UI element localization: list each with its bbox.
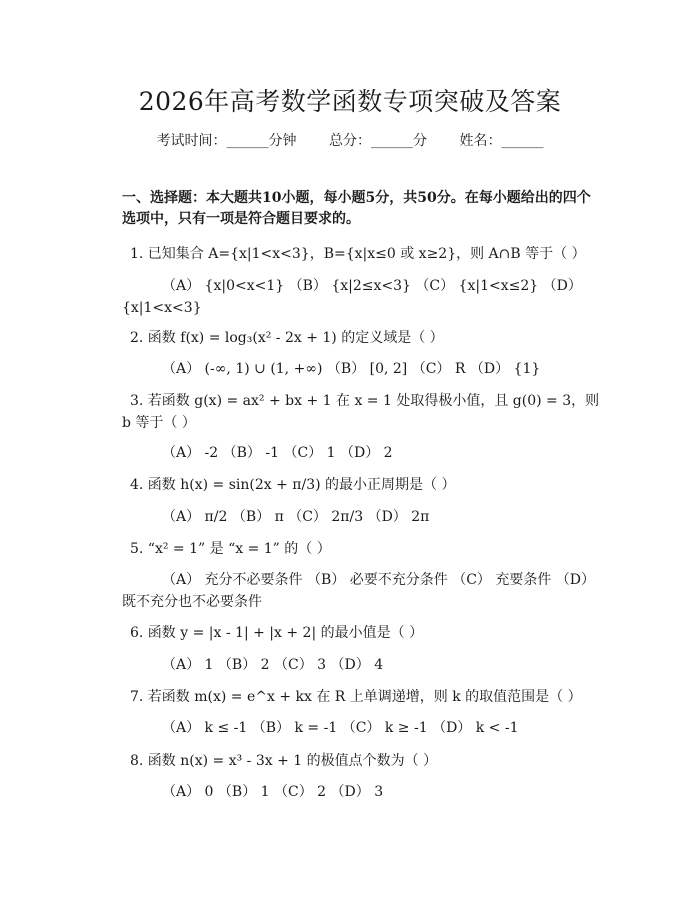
student-name-field: 姓名：______ [459,133,544,149]
question-7-options: （A） k ≤ -1 （B） k = -1 （C） k ≥ -1 （D） k < -1 [162,720,519,736]
question-6: 6. 函数 y = |x - 1| + |x + 2| 的最小值是（ ） [130,625,424,641]
question-3-options: （A） -2 （B） -1 （C） 1 （D） 2 [162,445,393,461]
total-score-field: 总分：______分 [329,133,427,149]
question-1: 1. 已知集合 A={x|1<x<3}，B={x|x≤0 或 x≥2}，则 A∩B 等于（ ） [130,246,586,262]
question-2-options: （A） (-∞, 1) ∪ (1, +∞) （B） [0, 2] （C） R （D） {1} [162,361,541,377]
section-heading-choice: 一、选择题：本大题共10小题，每小题5分，共50分。在每小题给出的四个选项中，只有一项是符合题目要求的。 [122,190,591,227]
page-title: 2026年高考数学函数专项突破及答案 [138,87,562,116]
question-1-options: （A） {x|0<x<1} （B） {x|2≤x<3} （C） {x|1<x≤2} （D） {x|1<x<3} [122,278,587,316]
question-4-options: （A） π/2 （B） π （C） 2π/3 （D） 2π [162,509,430,525]
question-8-options: （A） 0 （B） 1 （C） 2 （D） 3 [162,784,384,800]
question-3: 3. 若函数 g(x) = ax² + bx + 1 在 x = 1 处取得极小值，且 g(0) = 3，则 b 等于（ ） [122,393,600,431]
question-6-options: （A） 1 （B） 2 （C） 3 （D） 4 [162,657,384,673]
question-4: 4. 函数 h(x) = sin(2x + π/3) 的最小正周期是（ ） [130,477,456,493]
question-7: 7. 若函数 m(x) = e^x + kx 在 R 上单调递增，则 k 的取值范围是（ ） [130,689,582,705]
question-5: 5. “x² = 1” 是 “x = 1” 的（ ） [130,541,331,557]
exam-meta [0,130,700,150]
question-5-options: （A） 充分不必要条件 （B） 必要不充分条件 （C） 充要条件 （D） 既不充分也不必要条件 [122,572,600,610]
question-2: 2. 函数 f(x) = log₃(x² - 2x + 1) 的定义域是（ ） [130,330,444,346]
question-8: 8. 函数 n(x) = x³ - 3x + 1 的极值点个数为（ ） [130,753,438,769]
exam-time-field: 考试时间：______分钟 [156,133,297,149]
